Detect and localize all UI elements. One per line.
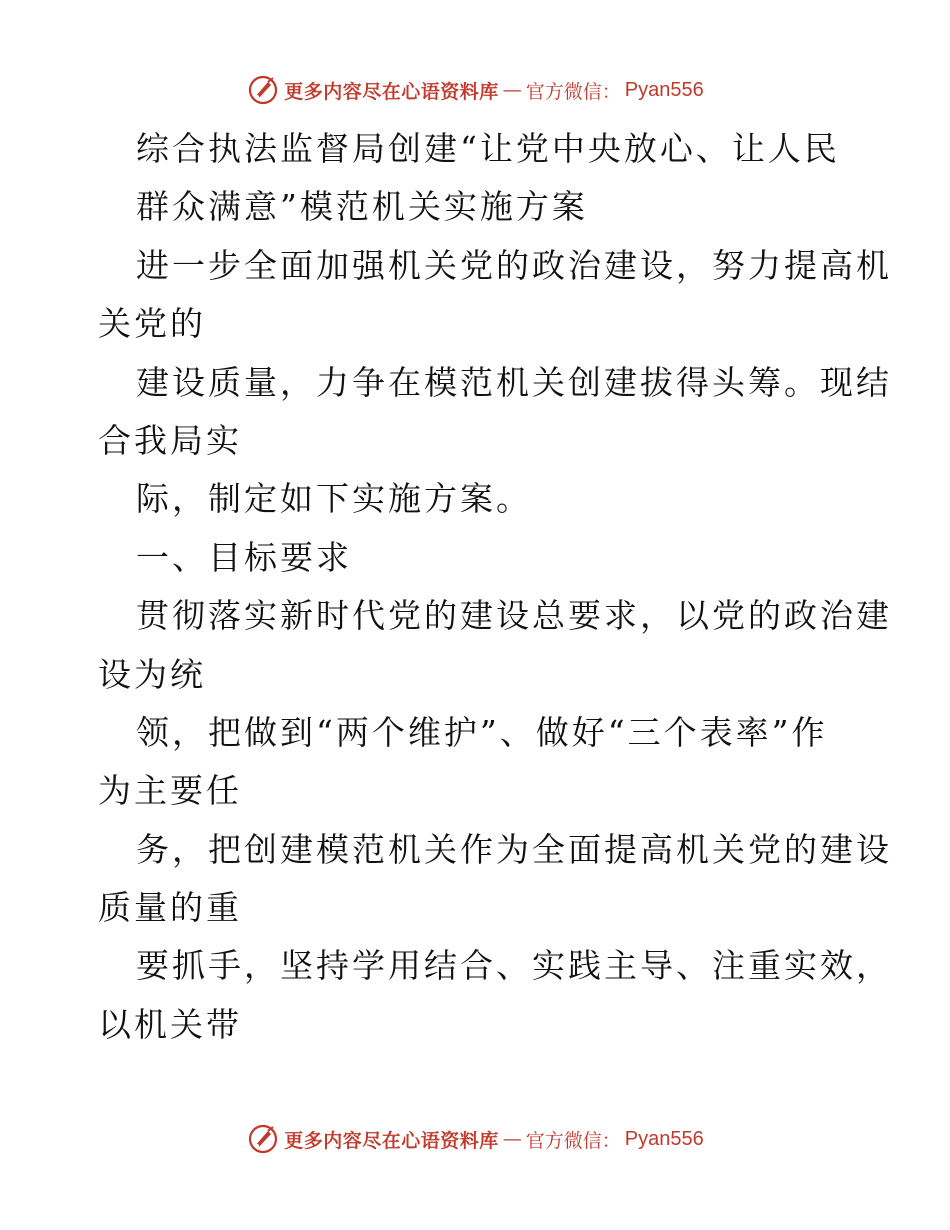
text-line: 建设质量，力争在模范机关创建拔得头筹。现结 bbox=[136, 362, 892, 402]
text-line: 贯彻落实新时代党的建设总要求，以党的政治建 bbox=[136, 596, 892, 636]
text-line: 以机关带 bbox=[98, 1004, 242, 1044]
banner-main-text: 更多内容尽在心语资料库 bbox=[284, 80, 499, 103]
text-line: 设为统 bbox=[98, 654, 206, 694]
text-line: 务，把创建模范机关作为全面提高机关党的建设 bbox=[136, 829, 892, 869]
banner-separator: — bbox=[502, 1128, 522, 1150]
text-line: 群众满意”模范机关实施方案 bbox=[136, 187, 588, 227]
document-body bbox=[98, 120, 892, 1054]
text-line: 关党的 bbox=[98, 304, 206, 344]
text-line: 领，把做到“两个维护”、做好“三个表率”作 bbox=[136, 712, 828, 752]
banner-main-text: 更多内容尽在心语资料库 bbox=[284, 1129, 499, 1152]
text-line: 一、目标要求 bbox=[136, 537, 352, 577]
banner-contact-label: 官方微信： bbox=[525, 1129, 621, 1152]
text-line: 际，制定如下实施方案。 bbox=[136, 479, 532, 519]
text-line: 为主要任 bbox=[98, 771, 242, 811]
banner-separator: — bbox=[502, 79, 522, 101]
header-watermark-banner bbox=[0, 70, 950, 110]
text-line: 合我局实 bbox=[98, 420, 242, 460]
banner-contact-id: Pyan556 bbox=[624, 78, 704, 101]
banner-contact-label: 官方微信： bbox=[525, 80, 621, 103]
banner-contact-id: Pyan556 bbox=[624, 1127, 704, 1150]
text-line: 进一步全面加强机关党的政治建设，努力提高机 bbox=[136, 245, 892, 285]
quill-pen-logo-icon bbox=[246, 1122, 280, 1156]
text-line: 要抓手，坚持学用结合、实践主导、注重实效， bbox=[136, 946, 892, 986]
text-line: 质量的重 bbox=[98, 888, 242, 928]
quill-pen-logo-icon bbox=[246, 73, 280, 107]
text-line: 综合执法监督局创建“让党中央放心、让人民 bbox=[136, 129, 840, 168]
footer-watermark-banner bbox=[0, 1119, 950, 1159]
